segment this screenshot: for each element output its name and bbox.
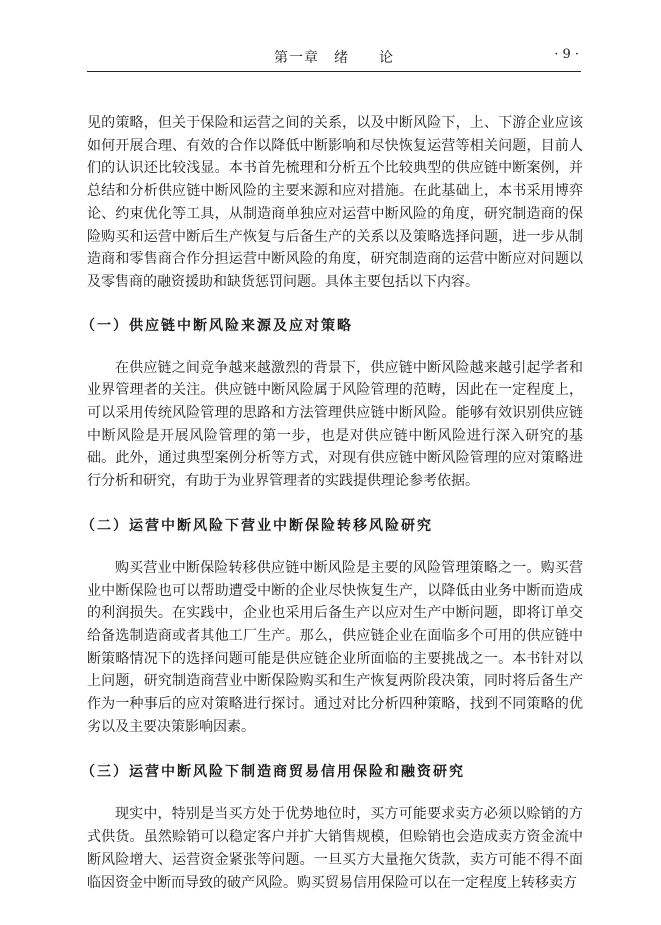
- section-heading-3: （三）运营中断风险下制造商贸易信用保险和融资研究: [81, 764, 465, 781]
- section-body-2: 购买营业中断保险转移供应链中断风险是主要的风险管理策略之一。购买营业中断保险也可以帮助遭受中断的企业尽快恢复生产，以降低由业务中断而造成的利润损失。在实践中，企业也采用后备生产以应对生产中断问题，即将订单交给备选制造商或者其他工厂生产。那么，供应链企业在面临多个可用的供应链中断策略情况下的选择问题可能是供应链企业所面临的主要挑战之一。本书针对以上问题，研究制造商营业中断保险购买和生产恢复两阶段决策，同时将后备生产作为一种事后的应对策略进行探讨。通过对比分析四种策略，找到不同策略的优劣以及主要决策影响因素。: [87, 559, 583, 735]
- section-heading-2: （二）运营中断风险下营业中断保险转移风险研究: [81, 517, 433, 534]
- running-header: [87, 47, 581, 72]
- section-heading-1: （一）供应链中断风险来源及应对策略: [81, 317, 353, 334]
- section-body-1: 在供应链之间竞争越来越激烈的背景下，供应链中断风险越来越引起学者和业界管理者的关注。供应链中断风险属于风险管理的范畴，因此在一定程度上，可以采用传统风险管理的思路和方法管理供应链中断风险。能够有效识别供应链中断风险是开展风险管理的第一步，也是对供应链中断风险进行深入研究的基础。此外，通过典型案例分析等方式，对现有供应链中断风险管理的应对策略进行分析和研究，有助于为业界管理者的实践提供理论参考依据。: [87, 359, 583, 490]
- page-number: · 9 ·: [554, 47, 579, 62]
- chapter-title: 第一章 绪 论: [274, 50, 394, 66]
- section-body-3: 现实中，特别是当买方处于优势地位时，买方可能要求卖方必须以赊销的方式供货。虽然赊销可以稳定客户并扩大销售规模，但赊销也会造成卖方资金流中断风险增大、运营资金紧张等问题。一旦买方大量拖欠货款，卖方可能不得不面临因资金中断而导致的破产风险。购买贸易信用保险可以在一定程度上转移卖方: [87, 806, 583, 891]
- page-body: [81, 112, 583, 894]
- intro-paragraph: 见的策略，但关于保险和运营之间的关系，以及中断风险下，上、下游企业应该如何开展合理、有效的合作以降低中断影响和尽快恢复运营等相关问题，目前人们的认识还比较浅显。本书首先梳理和分析五个比较典型的供应链中断案例，并总结和分析供应链中断风险的主要来源和应对措施。在此基础上，本书采用博弈论、约束优化等工具，从制造商单独应对运营中断风险的角度，研究制造商的保险购买和运营中断后生产恢复与后备生产的关系以及策略选择问题，进一步从制造商和零售商合作分担运营中断风险的角度，研究制造商的运营中断应对问题以及零售商的融资援助和缺货惩罚问题。具体主要包括以下内容。: [87, 115, 583, 290]
